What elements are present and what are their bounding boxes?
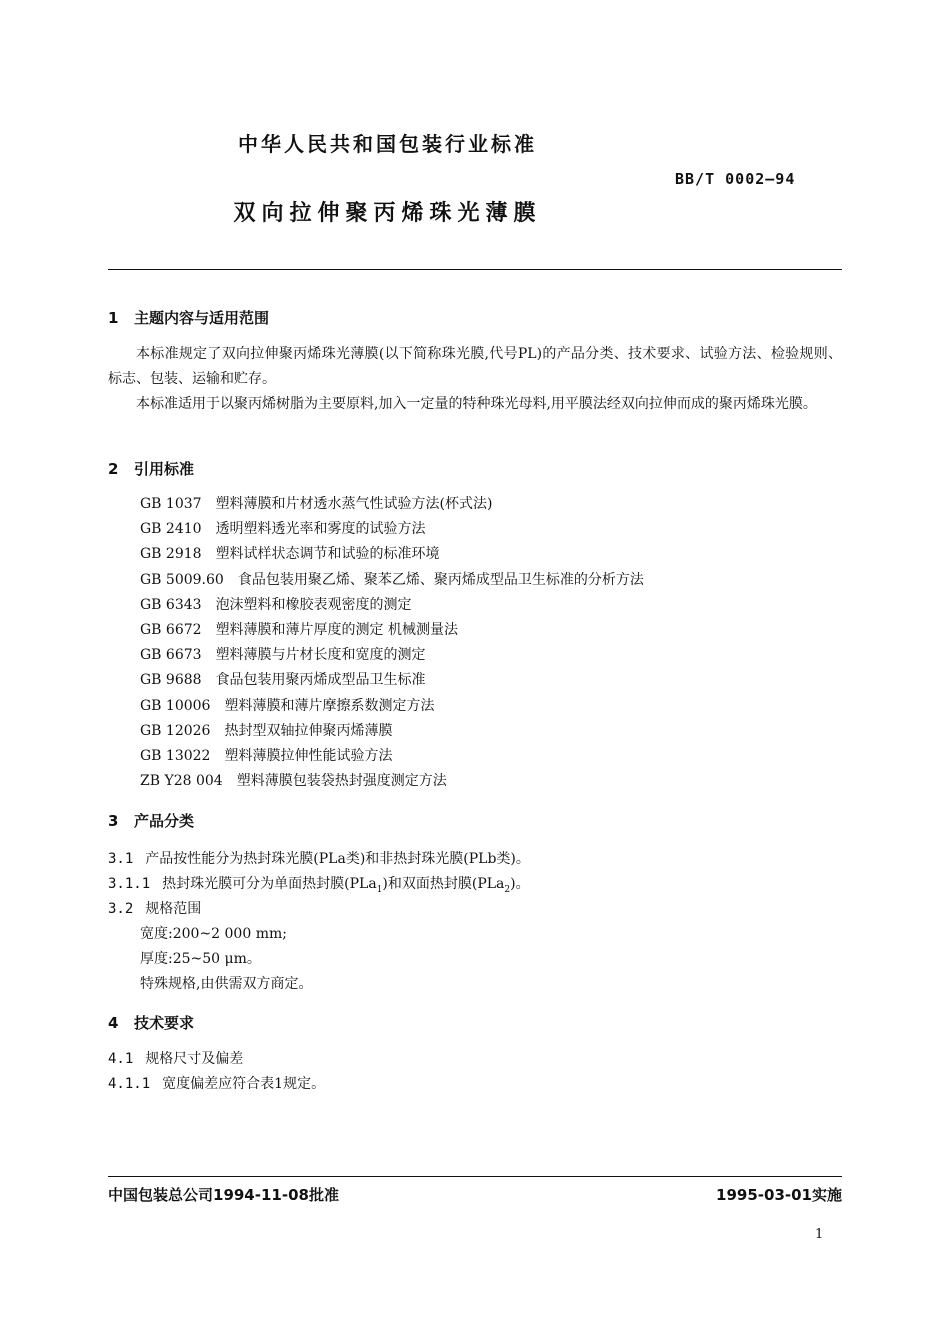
section-4-heading [108, 1012, 194, 1033]
reference-title: 热封型双轴拉伸聚丙烯薄膜 [224, 722, 393, 739]
reference-title: 塑料薄膜与片材长度和宽度的测定 [215, 647, 426, 664]
clause-4-1 [108, 1048, 243, 1068]
reference-code: ZB Y28 004 [140, 773, 223, 790]
reference-item [140, 618, 644, 643]
clause-text: 规格尺寸及偏差 [145, 1051, 244, 1067]
footer-divider [108, 1176, 842, 1177]
clause-3-1-1 [108, 873, 530, 895]
reference-code: GB 9688 [140, 672, 202, 689]
page-number: 1 [815, 1227, 824, 1242]
reference-code: GB 2410 [140, 521, 202, 538]
reference-item [140, 719, 644, 744]
clause-3-1 [108, 848, 530, 868]
reference-code: GB 1037 [140, 496, 202, 512]
reference-item [140, 694, 644, 719]
reference-title: 塑料薄膜包装袋热封强度测定方法 [236, 773, 447, 790]
clause-number: 3.2 [108, 901, 134, 917]
section-3-heading [108, 810, 194, 831]
paragraph: 本标准规定了双向拉伸聚丙烯珠光薄膜(以下简称珠光膜,代号PL)的产品分类、技术要求、试验方法、检验规则、标志、包装、运输和贮存。 [108, 346, 842, 387]
spec-width: 宽度:200~2 000 mm; [140, 926, 287, 942]
reference-title: 塑料试样状态调节和试验的标准环境 [215, 546, 440, 563]
effective-date: 1995-03-01实施 [716, 1186, 842, 1204]
spec-thickness: 厚度:25~50 μm。 [140, 951, 261, 967]
clause-text: 规格范围 [145, 901, 202, 917]
clause-text: )和双面热封膜(PLa [382, 876, 505, 892]
section-1-heading [108, 307, 269, 328]
reference-list [140, 492, 644, 794]
reference-code: GB 10006 [140, 697, 211, 714]
section-title: 主题内容与适用范围 [134, 309, 270, 327]
reference-item [140, 517, 644, 542]
reference-code: GB 6673 [140, 647, 202, 664]
reference-title: 塑料薄膜和薄片厚度的测定 机械测量法 [215, 621, 459, 638]
reference-item [140, 492, 644, 517]
spec-special: 特殊规格,由供需双方商定。 [140, 976, 313, 992]
reference-item [140, 744, 644, 769]
clause-number: 3.1.1 [108, 876, 151, 892]
section-title: 产品分类 [134, 812, 195, 830]
clause-4-1-1 [108, 1073, 325, 1093]
header-divider [108, 269, 842, 270]
reference-code: GB 13022 [140, 747, 211, 764]
section-title: 技术要求 [134, 1014, 195, 1032]
reference-item [140, 568, 644, 593]
section-number: 1 [108, 309, 119, 327]
subscript: 1 [376, 884, 383, 895]
reference-code: GB 12026 [140, 722, 211, 739]
section-number: 2 [108, 460, 119, 478]
clause-number: 4.1 [108, 1051, 134, 1067]
reference-item [140, 542, 644, 567]
reference-item [140, 593, 644, 618]
approval-date: 中国包装总公司1994-11-08批准 [108, 1186, 339, 1204]
reference-code: GB 5009.60 [140, 571, 224, 588]
reference-item [140, 668, 644, 693]
section-title: 引用标准 [134, 460, 195, 478]
section-number: 3 [108, 812, 119, 830]
clause-text: 热封珠光膜可分为单面热封膜(PLa [162, 876, 377, 892]
clause-number: 3.1 [108, 851, 134, 867]
clause-text: 宽度偏差应符合表1规定。 [162, 1076, 326, 1092]
reference-title: 塑料薄膜和薄片摩擦系数测定方法 [224, 697, 435, 714]
standard-code: BB/T 0002—94 [675, 170, 796, 188]
document-title: 双向拉伸聚丙烯珠光薄膜 [233, 201, 542, 226]
section-2-heading [108, 458, 194, 479]
reference-item [140, 643, 644, 668]
clause-text: )。 [510, 876, 530, 892]
reference-code: GB 6343 [140, 596, 202, 613]
clause-3-2 [108, 898, 201, 918]
clause-text: 产品按性能分为热封珠光膜(PLa类)和非热封珠光膜(PLb类)。 [145, 851, 530, 867]
reference-code: GB 2918 [140, 546, 202, 563]
reference-title: 食品包装用聚丙烯成型品卫生标准 [215, 672, 426, 689]
reference-code: GB 6672 [140, 621, 202, 638]
reference-title: 透明塑料透光率和雾度的试验方法 [215, 521, 426, 538]
standard-category: 中华人民共和国包装行业标准 [238, 132, 537, 156]
paragraph: 本标准适用于以聚丙烯树脂为主要原料,加入一定量的特种珠光母料,用平膜法经双向拉伸而成的聚丙烯珠光膜。 [136, 396, 817, 412]
reference-title: 塑料薄膜和片材透水蒸气性试验方法(杯式法) [215, 496, 493, 512]
clause-number: 4.1.1 [108, 1076, 151, 1092]
section-number: 4 [108, 1014, 119, 1032]
reference-title: 泡沫塑料和橡胶表观密度的测定 [215, 596, 412, 613]
reference-title: 塑料薄膜拉伸性能试验方法 [224, 747, 393, 764]
reference-title: 食品包装用聚乙烯、聚苯乙烯、聚丙烯成型品卫生标准的分析方法 [237, 571, 644, 588]
reference-item [140, 769, 644, 794]
section-1-body [108, 342, 842, 417]
subscript: 2 [504, 884, 511, 895]
